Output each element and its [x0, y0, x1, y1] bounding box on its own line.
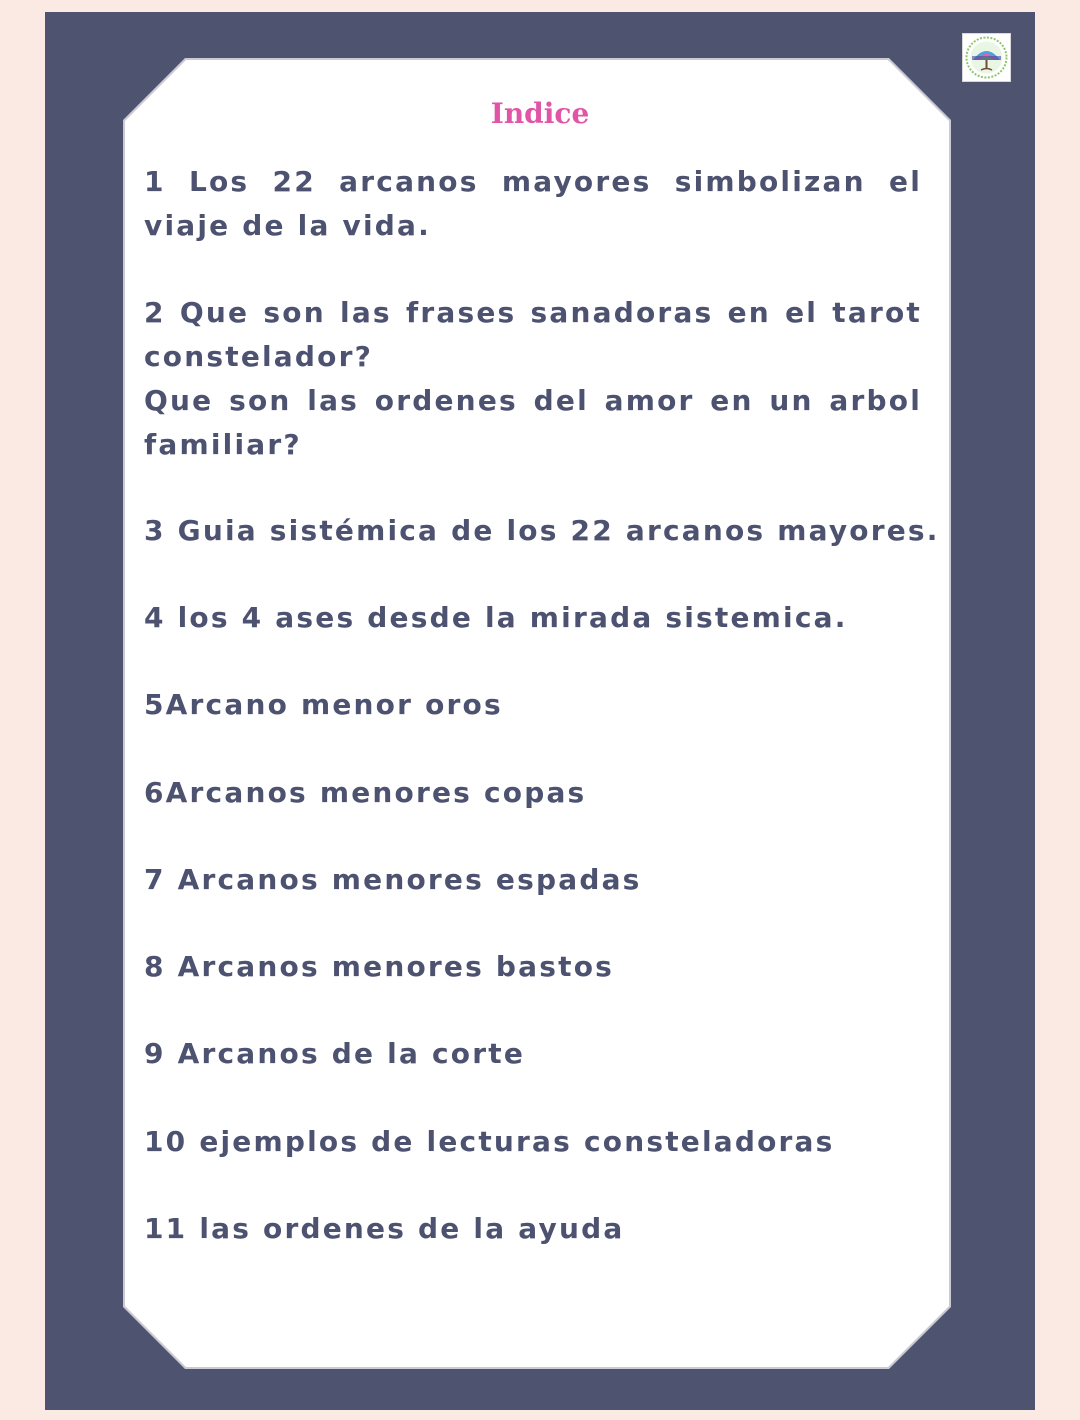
entry-text: 4 los 4 ases desde la mirada sistemica.: [144, 601, 848, 634]
index-entry-6: [144, 771, 922, 815]
index-entry-2: [144, 291, 922, 467]
index-entry-3: [144, 509, 940, 553]
index-entry-4: [144, 596, 922, 640]
index-entry-9: [144, 1032, 922, 1076]
entry-text: 8 Arcanos menores bastos: [144, 950, 615, 983]
index-entry-11: [144, 1207, 922, 1251]
entry-text: 9 Arcanos de la corte: [144, 1037, 526, 1070]
index-title: Indice: [490, 97, 590, 130]
entry-text: 2 Que son las frases sanadoras en el tarot constelador?: [144, 296, 922, 373]
entry-text: Que son las ordenes del amor en un arbol familiar?: [144, 384, 922, 461]
index-entry-1: [144, 160, 922, 248]
index-entry-10: [144, 1120, 922, 1164]
index-entry-8: [144, 945, 922, 989]
entry-text: 1 Los 22 arcanos mayores simbolizan el viaje de la vida.: [144, 165, 922, 242]
tree-logo-icon: [963, 34, 1010, 81]
logo: [962, 33, 1011, 82]
entry-text: 7 Arcanos menores espadas: [144, 863, 642, 896]
entry-text: 11 las ordenes de la ayuda: [144, 1212, 625, 1245]
entry-text: 10 ejemplos de lecturas consteladoras: [144, 1125, 835, 1158]
index-entry-5: [144, 683, 922, 727]
entry-text: 3 Guia sistémica de los 22 arcanos mayores.: [144, 514, 940, 547]
entry-text: 5Arcano menor oros: [144, 688, 503, 721]
index-entry-7: [144, 858, 922, 902]
entry-text: 6Arcanos menores copas: [144, 776, 587, 809]
